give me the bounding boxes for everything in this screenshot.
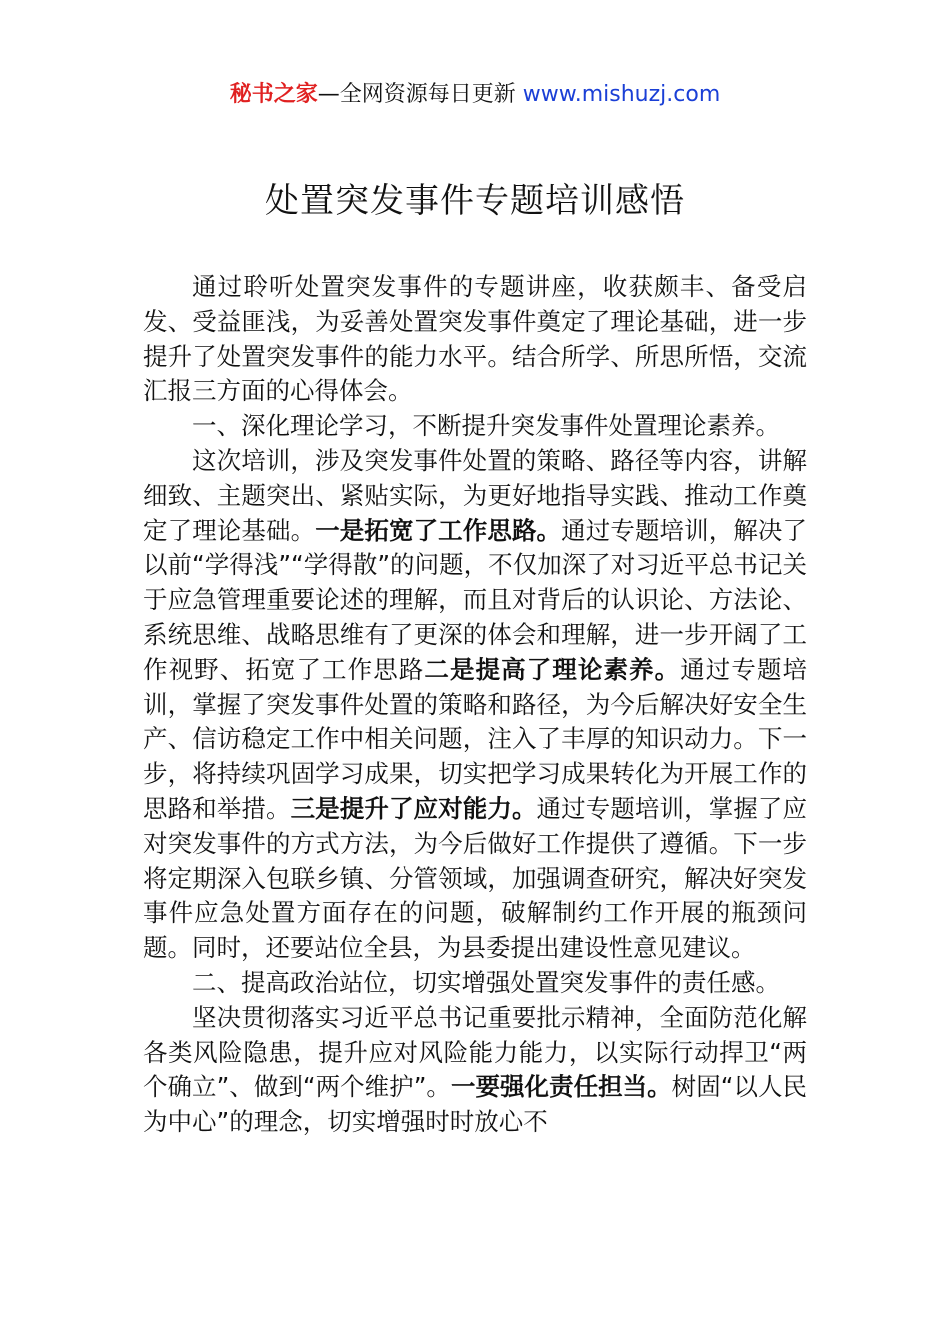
site-url-link[interactable]: www.mishuzj.com [522,82,721,107]
bold-point: 一是拓宽了工作思路。 [315,515,562,545]
document-body [143,270,807,1140]
text-run: 通过专题培训，掌握了应对突发事件的方式方法，为今后做好工作提供了遵循。下一步将定期深入包联乡镇、分管领域，加强调查研究，解决好突发事件应急处置方面存在的问题，破解制约工作开展的瓶颈问题。同时，还要站位全县，为县委提出建设性意见建议。 [143,793,808,963]
bold-point: 一要强化责任担当。 [450,1072,672,1102]
section-heading-2: 二、提高政治站位，切实增强处置突发事件的责任感。 [192,967,780,997]
text-run: 通过专题培训，掌握了突发事件处置的策略和路径，为今后解决好安全生产、信访稳定工作中相关问题，注入了丰厚的知识动力。下一步，将持续巩固学习成果，切实把学习成果转化为开展工作的思路和举措。 [143,654,808,823]
section-heading-1: 一、深化理论学习，不断提升突发事件处置理论素养。 [192,411,780,441]
bold-point: 二是提高了理论素养。 [424,654,681,684]
text-run: 树固“以人民为中心”的理念，切实增强时时放心不 [143,1072,807,1137]
section-2-paragraph [143,1001,807,1140]
text-run: 这次培训，涉及突发事件处置的策略、路径等内容，讲解细致、主题突出、紧贴实际，为更好地指导实践、推动工作奠定了理论基础。 [143,445,807,545]
bold-point: 三是提升了应对能力。 [290,793,537,823]
intro-paragraph: 通过聆听处置突发事件的专题讲座，收获颇丰、备受启发、受益匪浅，为妥善处置突发事件奠定了理论基础，进一步提升了处置突发事件的能力水平。结合所学、所思所悟，交流汇报三方面的心得体会。 [143,272,807,406]
site-header [0,78,950,112]
text-run: 坚决贯彻落实习近平总书记重要批示精神，全面防范化解各类风险隐患，提升应对风险能力能力，以实际行动捍卫“两个确立”、做到“两个维护”。 [143,1002,807,1102]
text-run: 通过专题培训，解决了以前“学得浅”“学得散”的问题，不仅加深了对习近平总书记关于应急管理重要论述的理解，而且对背后的认识论、方法论、系统思维、战略思维有了更深的体会和理解，进一步开阔了工作视野、拓宽了工作思路 [143,515,808,684]
site-tagline: —全网资源每日更新 [317,82,523,107]
site-brand: 秘书之家 [229,82,318,107]
document-title: 处置突发事件专题培训感悟 [265,181,685,221]
section-1-paragraph [143,444,807,966]
